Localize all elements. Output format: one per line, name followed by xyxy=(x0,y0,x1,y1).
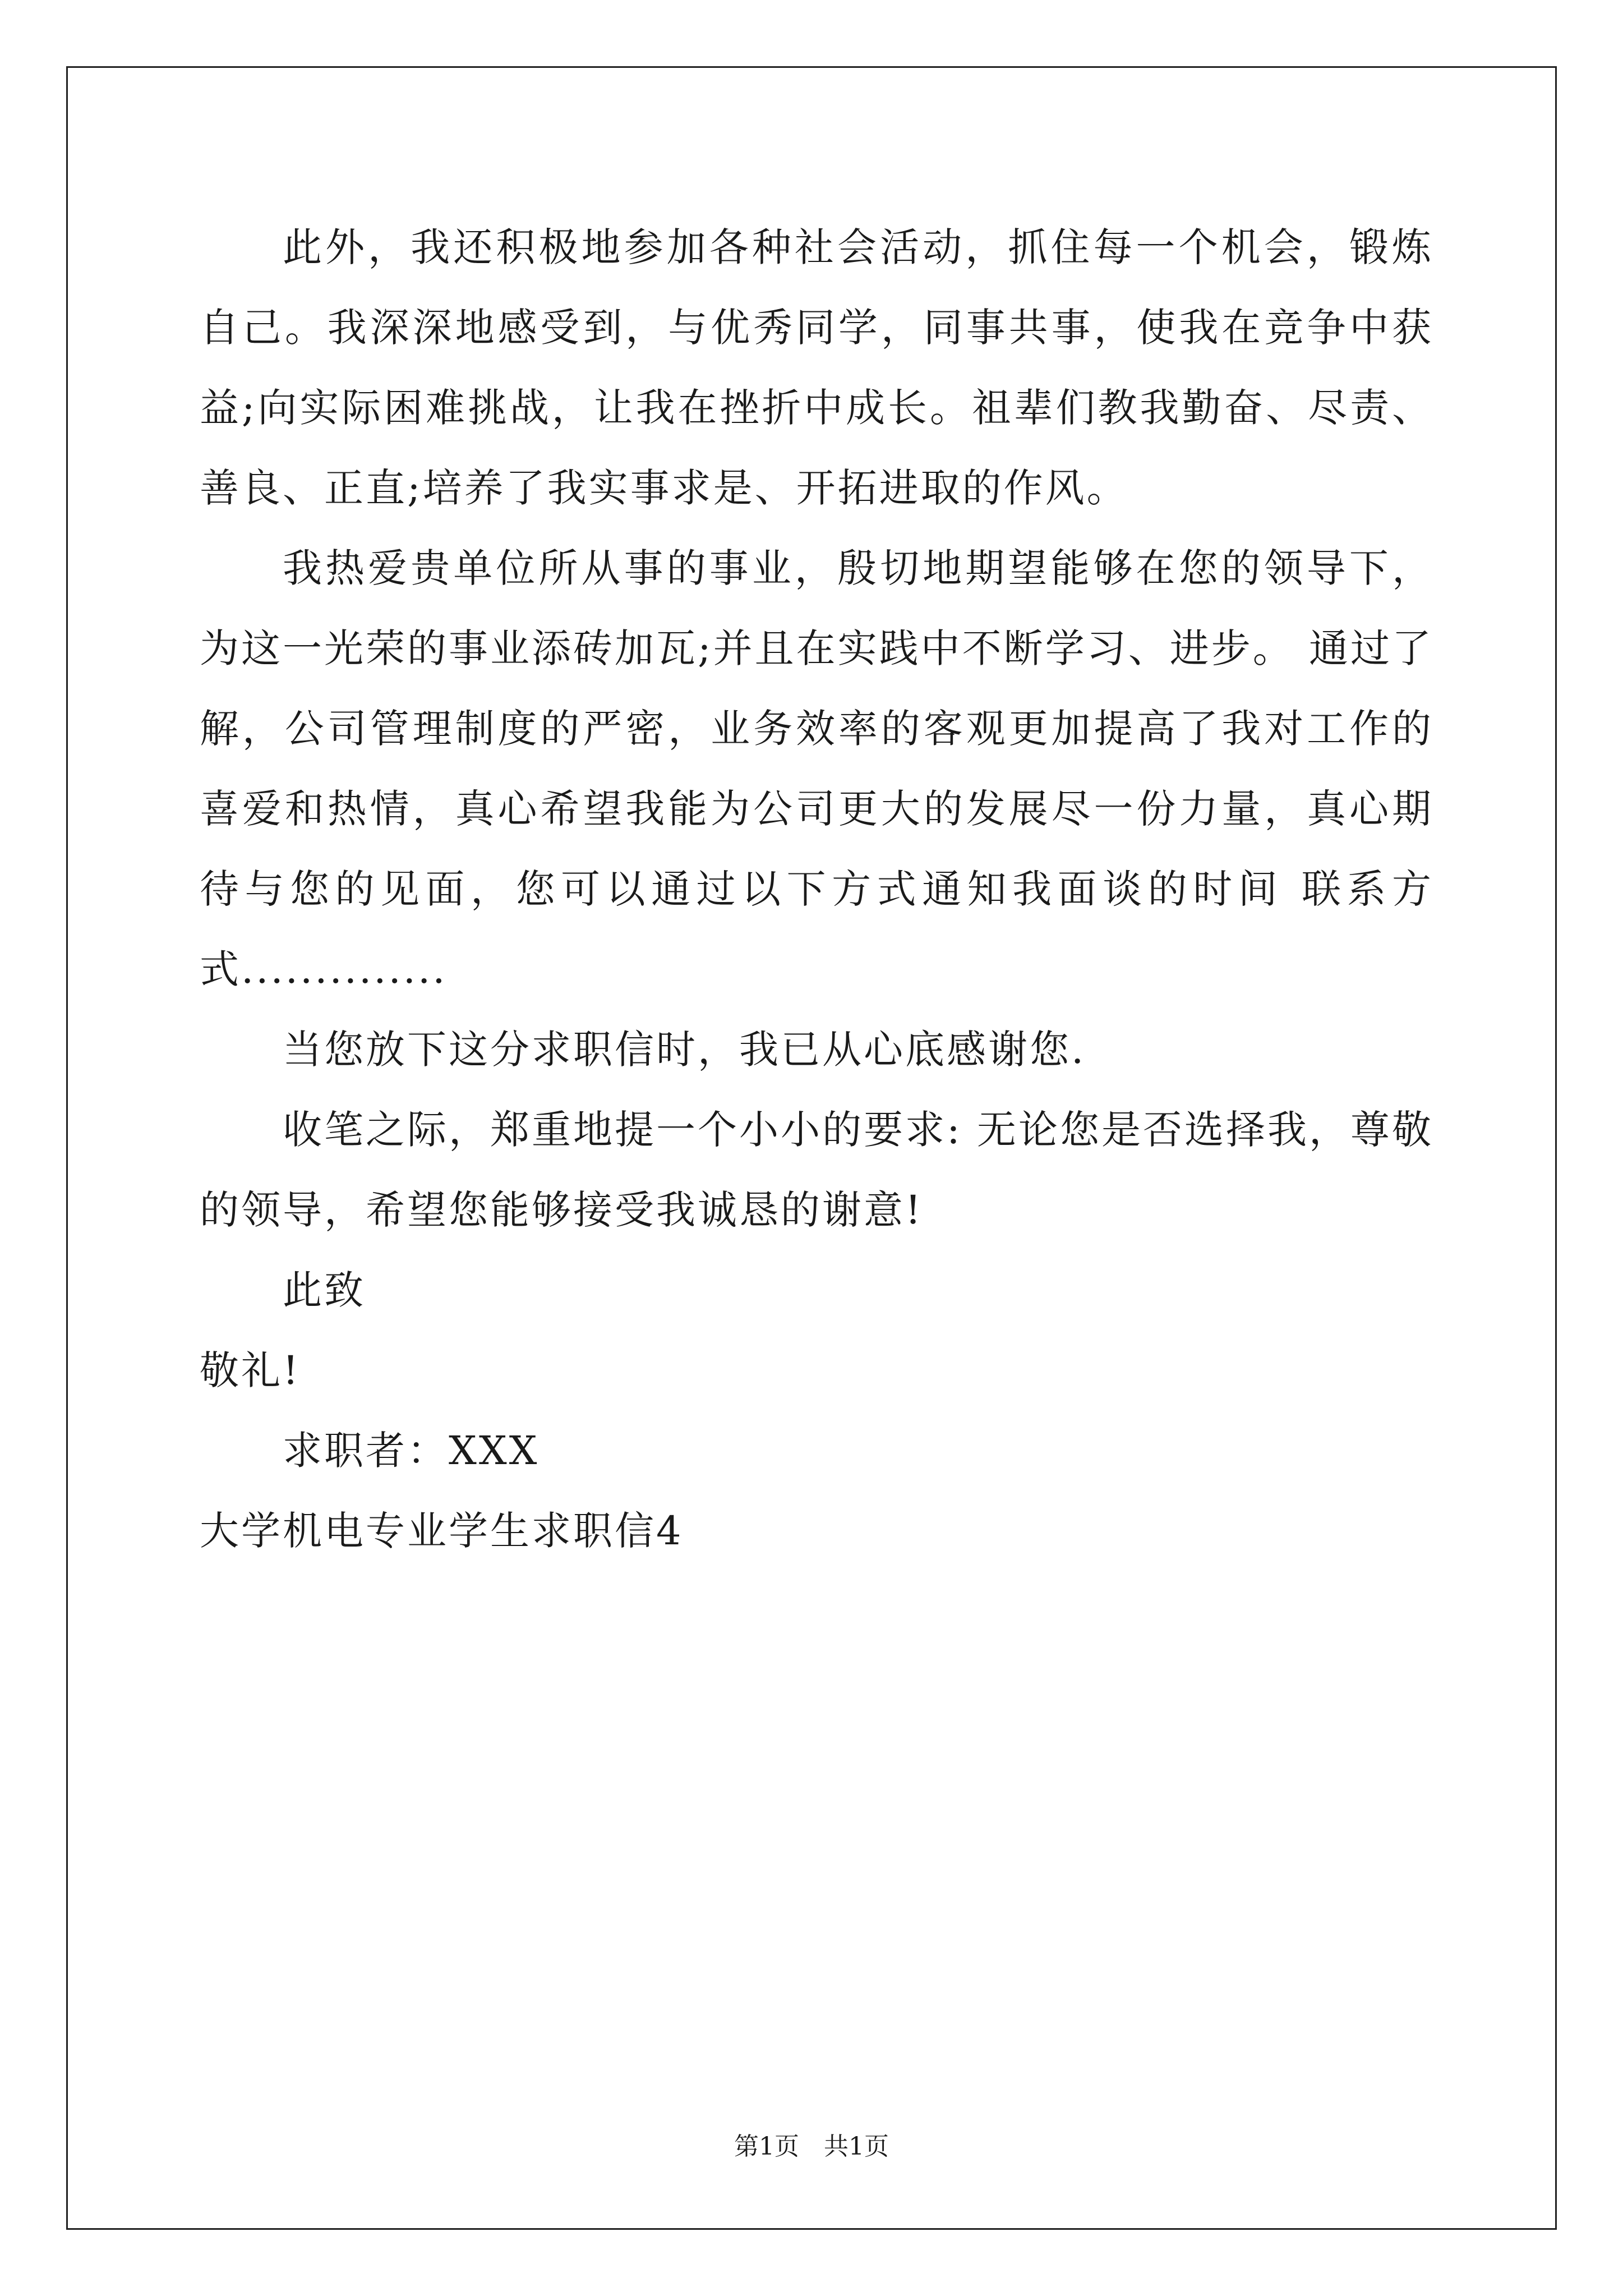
closing-salutation: 此致 xyxy=(283,1267,366,1313)
page-number-footer: 第1页 共1页 xyxy=(734,2132,889,2161)
closing-regards: 敬礼! xyxy=(200,1347,301,1393)
next-letter-heading: 大学机电专业学生求职信4 xyxy=(200,1508,684,1554)
paragraph-request: 收笔之际，郑重地提一个小小的要求: 无论您是否选择我，尊敬的领导，希望您能够接受我诚恳的谢意! xyxy=(200,1107,1433,1233)
paragraph-activities: 此外，我还积极地参加各种社会活动，抓住每一个机会，锻炼自己。我深深地感受到，与优秀同学，同事共事，使我在竞争中获益;向实际困难挑战，让我在挫折中成长。祖辈们教我勤奋、尽责、善良、正直;培养了我实事求是、开拓进取的作风。 xyxy=(200,224,1433,511)
paragraph-thanks: 当您放下这分求职信时，我已从心底感谢您. xyxy=(283,1027,1086,1073)
signature-line: 求职者：XXX xyxy=(283,1428,540,1474)
paragraph-career-wish: 我热爱贵单位所从事的事业，殷切地期望能够在您的领导下，为这一光荣的事业添砖加瓦;并且在实践中不断学习、进步。 通过了解，公司管理制度的严密，业务效率的客观更加提高了我对工作的喜爱和热情，真心希望我能为公司更大的发展尽一份力量，真心期待与您的见面，您可以通过以下方式通知我面谈的时间 联系方式.............. xyxy=(200,545,1433,992)
letter-body xyxy=(200,208,1433,1571)
